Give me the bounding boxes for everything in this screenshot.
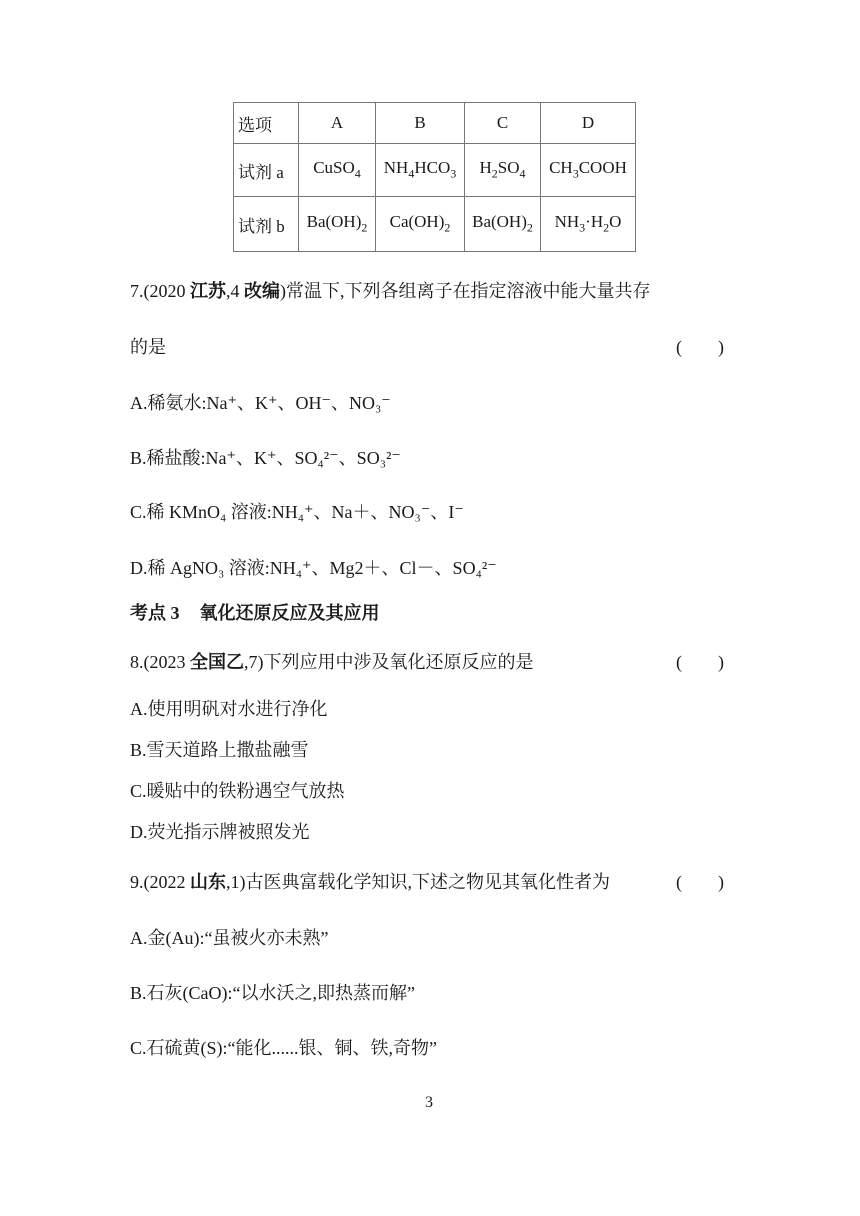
- q8-option-c: C.暖贴中的铁粉遇空气放热: [130, 781, 345, 801]
- q8-answer-bracket: ( ): [676, 652, 724, 672]
- reagent-table: [233, 102, 636, 252]
- table-header-cell: 选项: [234, 103, 299, 144]
- table-header-cell: A: [299, 103, 376, 144]
- row-label: 试剂 b: [234, 197, 299, 252]
- q7-stem-line2: 的是: [130, 337, 166, 357]
- q9-option-a: A.金(Au):“虽被火亦未熟”: [130, 928, 329, 948]
- section-heading: 考点 3 氧化还原反应及其应用: [130, 603, 380, 623]
- table-cell: $CH_3COOH$: [541, 144, 636, 197]
- q8-option-d: D.荧光指示牌被照发光: [130, 822, 310, 842]
- page-number: 3: [425, 1094, 433, 1111]
- table-cell: $H_2SO_4$: [465, 144, 541, 197]
- q7-stem-line1: 7.(2020 江苏,4 改编)常温下,下列各组离子在指定溶液中能大量共存: [130, 281, 651, 301]
- table-header-cell: C: [465, 103, 541, 144]
- q7-answer-bracket: ( ): [676, 337, 724, 357]
- table-cell: $NH_4HCO_3$: [376, 144, 465, 197]
- q8-option-b: B.雪天道路上撒盐融雪: [130, 740, 309, 760]
- q9-option-b: B.石灰(CaO):“以水沃之,即热蒸而解”: [130, 983, 415, 1003]
- q7-option-c: C.稀 KMnO₄ 溶液:NH₄⁺、Na＋、NO₃⁻、I⁻: [130, 502, 464, 522]
- row-label: 试剂 a: [234, 144, 299, 197]
- table-cell: $Ba(OH)_2$: [299, 197, 376, 252]
- q9-option-c: C.石硫黄(S):“能化......银、铜、铁,奇物”: [130, 1038, 437, 1058]
- table-header-cell: B: [376, 103, 465, 144]
- q9-stem: 9.(2022 山东,1)古医典富载化学知识,下述之物见其氧化性者为: [130, 872, 610, 892]
- q8-stem: 8.(2023 全国乙,7)下列应用中涉及氧化还原反应的是: [130, 652, 534, 672]
- q8-option-a: A.使用明矾对水进行净化: [130, 699, 328, 719]
- q9-answer-bracket: ( ): [676, 872, 724, 892]
- q7-option-b: B.稀盐酸:Na⁺、K⁺、SO₄²⁻、SO₃²⁻: [130, 448, 401, 468]
- table-header-cell: D: [541, 103, 636, 144]
- table-row: [234, 197, 636, 252]
- q7-option-d: D.稀 AgNO₃ 溶液:NH₄⁺、Mg2＋、Cl－、SO₄²⁻: [130, 558, 497, 578]
- table-header-row: [234, 103, 636, 144]
- table-cell: $Ba(OH)_2$: [465, 197, 541, 252]
- table-cell: $NH_3\cdot H_2O$: [541, 197, 636, 252]
- table-row: [234, 144, 636, 197]
- table-cell: CuSO$_4$: [299, 144, 376, 197]
- table-cell: $Ca(OH)_2$: [376, 197, 465, 252]
- q7-option-a: A.稀氨水:Na⁺、K⁺、OH⁻、NO₃⁻: [130, 393, 391, 413]
